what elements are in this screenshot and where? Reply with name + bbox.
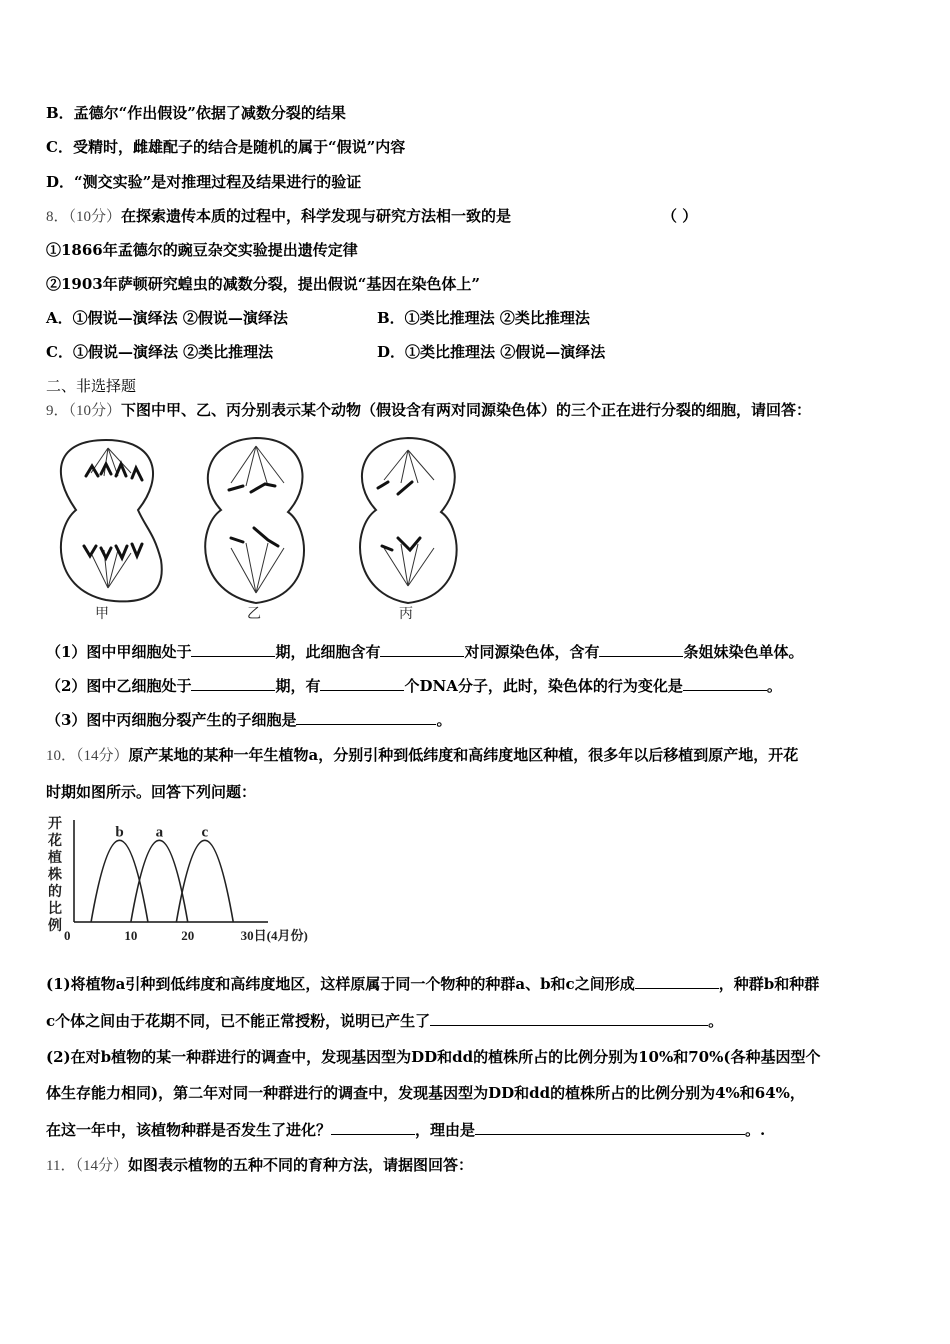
q9-blank-2[interactable] bbox=[380, 642, 464, 657]
x-tick-label: 10 bbox=[124, 928, 138, 943]
q9-sub2-text-b: 期，有 bbox=[275, 677, 321, 695]
q9-number: 9．（10分） bbox=[46, 403, 122, 419]
q9-stem: 下图中甲、乙、丙分别表示某个动物（假设含有两对同源染色体）的三个正在进行分裂的细胞，请回答： bbox=[121, 401, 812, 419]
q10-blank-4[interactable] bbox=[475, 1120, 745, 1135]
q10-number: 10．（14分） bbox=[46, 748, 129, 764]
q9-blank-7[interactable] bbox=[296, 710, 436, 725]
cell-bing-membrane bbox=[360, 438, 457, 603]
q8-stem-line bbox=[46, 206, 511, 227]
q10-p1-text-a: (1)将植物a引种到低纬度和高纬度地区，这样原属于同一个物种的种群a、b和c之间形成 bbox=[46, 975, 635, 993]
q10-stem-line-2: 时期如图所示。回答下列问题： bbox=[46, 783, 257, 801]
x-tick-label: 30日(4月份) bbox=[240, 928, 308, 943]
q10-blank-1[interactable] bbox=[635, 974, 719, 989]
q10-p2-text-e: 。. bbox=[745, 1121, 766, 1139]
q11-number: 11．（14分） bbox=[46, 1158, 128, 1174]
q10-p1-text-c: c个体之间由于花期不同，已不能正常授粉，说明已产生了 bbox=[46, 1012, 431, 1030]
q8-item-1: ①1866年孟德尔的豌豆杂交实验提出遗传定律 bbox=[46, 241, 358, 259]
q8-option-b: B．①类比推理法 ②类比推理法 bbox=[377, 309, 590, 327]
q10-p1-text-b: ，种群b和种群 bbox=[718, 975, 820, 993]
q8-option-a: A．①假说—演绎法 ②假说—演绎法 bbox=[46, 309, 288, 327]
q10-p1-line-2 bbox=[46, 1011, 723, 1031]
chart-y-label bbox=[47, 816, 62, 934]
q9-sub2-text-d: 。 bbox=[766, 677, 782, 695]
q10-p1-line-1 bbox=[46, 974, 819, 994]
q9-blank-3[interactable] bbox=[599, 642, 683, 657]
q7-option-b: B．孟德尔“作出假设”依据了减数分裂的结果 bbox=[46, 104, 346, 122]
q10-p2-text-d: ，理由是 bbox=[415, 1121, 476, 1139]
y-label-char: 比 bbox=[48, 902, 62, 917]
q9-sub2-text-c: 个DNA分子，此时，染色体的行为变化是 bbox=[404, 677, 683, 695]
cell-yi-membrane bbox=[205, 438, 304, 603]
q11-stem: 如图表示植物的五种不同的育种方法，请据图回答： bbox=[127, 1156, 473, 1174]
q7-option-c: C．受精时，雌雄配子的结合是随机的属于“假说”内容 bbox=[46, 138, 406, 156]
q10-stem-1: 原产某地的某种一年生植物a，分别引种到低纬度和高纬度地区种植，很多年以后移植到原产地，开花 bbox=[128, 746, 799, 764]
q10-p2-line-2: 体生存能力相同)，第二年对同一种群进行的调查中，发现基因型为DD和dd的植株所占的比例分别为4%和64%， bbox=[46, 1084, 805, 1102]
q8-number: 8．（10分） bbox=[46, 209, 122, 225]
q9-sub1-text-c: 对同源染色体，含有 bbox=[464, 643, 600, 661]
q8-option-d: D．①类比推理法 ②假说—演绎法 bbox=[377, 343, 606, 361]
q9-sub3 bbox=[46, 710, 451, 730]
q9-sub1-text-a: （1）图中甲细胞处于 bbox=[46, 643, 192, 661]
q7-option-d: D．“测交实验”是对推理过程及结果进行的验证 bbox=[46, 173, 362, 191]
series-label-b: b bbox=[115, 824, 124, 841]
x-tick-label: 20 bbox=[181, 928, 195, 943]
y-label-char: 的 bbox=[48, 885, 62, 900]
q9-blank-4[interactable] bbox=[191, 676, 275, 691]
q9-blank-1[interactable] bbox=[191, 642, 275, 657]
q10-blank-3[interactable] bbox=[331, 1120, 415, 1135]
q9-sub3-text-b: 。 bbox=[436, 711, 452, 729]
q9-blank-5[interactable] bbox=[320, 676, 404, 691]
y-label-char: 开 bbox=[48, 817, 62, 832]
x-tick-label: 0 bbox=[64, 928, 71, 943]
q9-sub2-text-a: （2）图中乙细胞处于 bbox=[46, 677, 192, 695]
q8-stem: 在探索遗传本质的过程中，科学发现与研究方法相一致的是 bbox=[121, 207, 512, 225]
cell-label-jia: 甲 bbox=[95, 607, 109, 622]
q9-sub2 bbox=[46, 676, 782, 696]
y-label-char: 植 bbox=[48, 851, 62, 866]
q10-p2-line-3 bbox=[46, 1120, 765, 1140]
q9-blank-6[interactable] bbox=[683, 676, 767, 691]
q8-answer-paren: （ ） bbox=[662, 207, 698, 225]
q10-stem-line-1 bbox=[46, 745, 798, 766]
q10-p2-line-1: (2)在对b植物的某一种群进行的调查中，发现基因型为DD和dd的植株所占的比例分别为10%和70%(各种基因型个 bbox=[46, 1048, 821, 1066]
q9-sub1-text-d: 条姐妹染色单体。 bbox=[683, 643, 804, 661]
q10-p1-text-d: 。 bbox=[708, 1012, 724, 1030]
flowering-chart bbox=[46, 812, 308, 952]
series-label-a: a bbox=[155, 824, 164, 841]
section-heading: 二、非选择题 bbox=[46, 377, 137, 395]
q10-p2-text-c: 在这一年中，该植物种群是否发生了进化？ bbox=[46, 1121, 332, 1139]
series-label-c: c bbox=[201, 824, 209, 841]
q9-stem-line bbox=[46, 400, 811, 421]
cell-label-bing: 丙 bbox=[399, 607, 413, 622]
cell-division-figure bbox=[46, 428, 476, 623]
q10-blank-2[interactable] bbox=[430, 1011, 708, 1026]
q8-item-2: ②1903年萨顿研究蝗虫的减数分裂，提出假说“基因在染色体上” bbox=[46, 275, 481, 293]
q9-sub1-text-b: 期，此细胞含有 bbox=[275, 643, 381, 661]
cell-label-yi: 乙 bbox=[247, 607, 261, 622]
y-label-char: 株 bbox=[48, 868, 62, 883]
q11-stem-line bbox=[46, 1155, 473, 1176]
q9-sub3-text-a: （3）图中丙细胞分裂产生的子细胞是 bbox=[46, 711, 297, 729]
q9-sub1 bbox=[46, 642, 804, 662]
y-label-char: 花 bbox=[48, 834, 62, 849]
q8-option-c: C．①假说—演绎法 ②类比推理法 bbox=[46, 343, 274, 361]
y-label-char: 例 bbox=[48, 919, 62, 934]
